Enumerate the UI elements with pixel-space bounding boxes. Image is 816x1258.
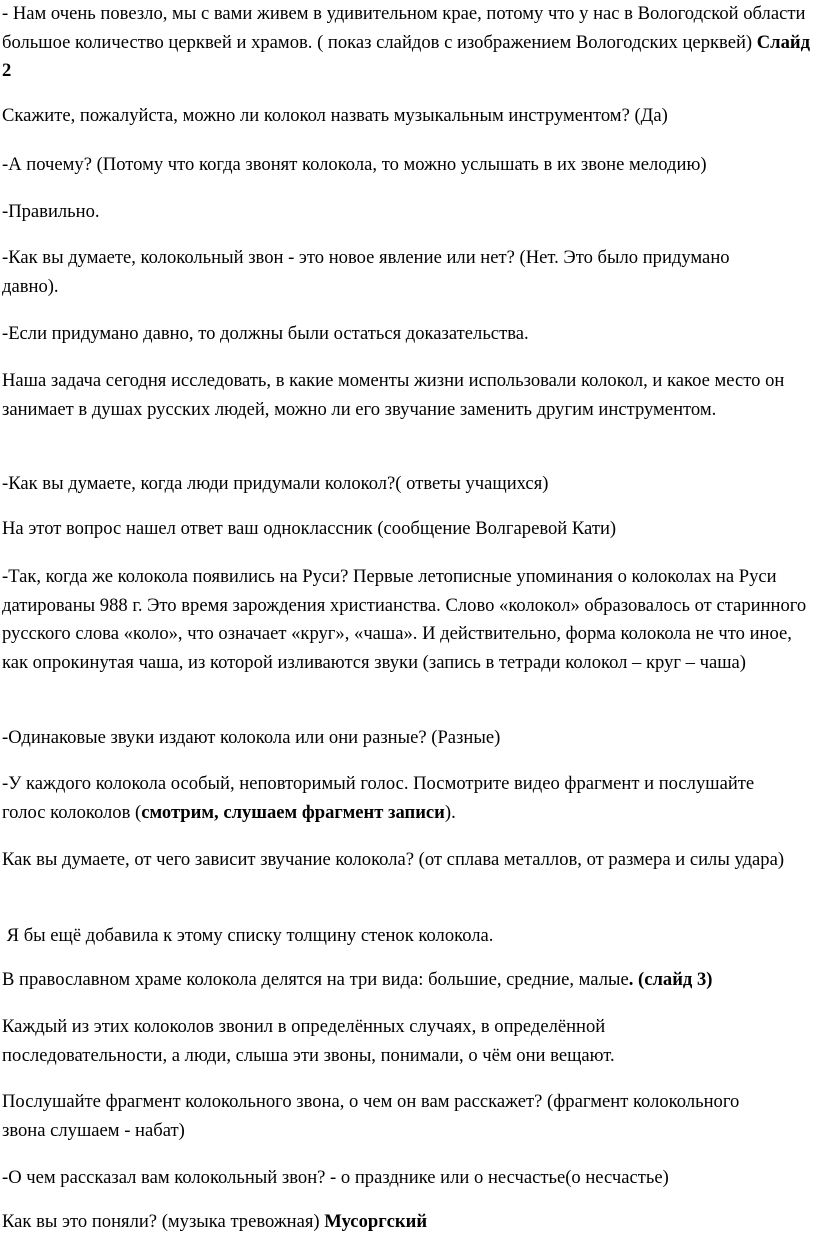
slide-marker: Слайд 2 [2, 31, 811, 81]
paragraph: -А почему? (Потому что когда звонят колокола, то можно услышать в их звоне мелодию) [2, 154, 707, 175]
paragraph: Послушайте фрагмент колокольного звона, о чем он вам расскажет? (фрагмент колокольного звона слушаем - набат) [2, 1091, 740, 1141]
paragraph: -Одинаковые звуки издают колокола или они разные? (Разные) [2, 727, 501, 748]
paragraph: -О чем рассказал вам колокольный звон? - о празднике или о несчастье(о несчастье) [2, 1167, 669, 1188]
paragraph [2, 1208, 427, 1237]
paragraph: -Как вы думаете, колокольный звон - это новое явление или нет? (Нет. Это было придумано давно). [2, 247, 730, 297]
paragraph: -Как вы думаете, когда люди придумали колокол?( ответы учащихся) [2, 473, 549, 494]
paragraph: Скажите, пожалуйста, можно ли колокол назвать музыкальным инструментом? (Да) [2, 105, 668, 126]
paragraph-tail: ). [444, 801, 456, 823]
paragraph [2, 770, 802, 827]
paragraph: Каждый из этих колоколов звонил в определённых случаях, в определённой последовательности, а люди, слыша эти звоны, понимали, о чём они вещают. [2, 1016, 615, 1066]
paragraph: -Правильно. [2, 201, 100, 222]
paragraph: Наша задача сегодня исследовать, в какие моменты жизни использовали колокол, и какое место он занимает в душах русских людей, можно ли его звучание заменить другим инструментом. [2, 370, 785, 420]
slide-marker: . (слайд 3) [628, 969, 713, 990]
paragraph-text: - Нам очень повезло, мы с вами живем в удивительном крае, потому что у нас в Вологодской области большое количество церквей и храмов. ( показ слайдов с изображением Вологодских церквей) [2, 3, 806, 53]
paragraph [2, 0, 814, 86]
paragraph: Я бы ещё добавила к этому списку толщину стенок колокола. [2, 925, 494, 946]
bold-note: смотрим, слушаем фрагмент записи [141, 801, 445, 823]
paragraph: -Если придумано давно, то должны были остаться доказательства. [2, 323, 529, 344]
composer-name: Мусоргский [324, 1211, 428, 1232]
paragraph: -Так, когда же колокола появились на Руси? Первые летописные упоминания о колоколах на Руси датированы 988 г. Это время зарождения христианства. Слово «колокол» образовалось от старинного русского слова «коло», что означает «круг», «чаша». И действительно, форма колокола не что иное, как опрокинутая чаша, из которой изливаются звуки (запись в тетради колокол – круг – чаша) [2, 566, 807, 673]
paragraph-text: -У каждого колокола особый, неповторимый голос. Посмотрите видео фрагмент и послушайте голос колоколов ( [2, 773, 755, 823]
paragraph [2, 966, 712, 995]
paragraph-text: В православном храме колокола делятся на три вида: большие, средние, малые [2, 969, 629, 990]
paragraph: Как вы думаете, от чего зависит звучание колокола? (от сплава металлов, от размера и силы удара) [2, 849, 785, 870]
paragraph: На этот вопрос нашел ответ ваш одноклассник (сообщение Волгаревой Кати) [2, 518, 617, 539]
paragraph-text: Как вы это поняли? (музыка тревожная) [2, 1211, 325, 1232]
